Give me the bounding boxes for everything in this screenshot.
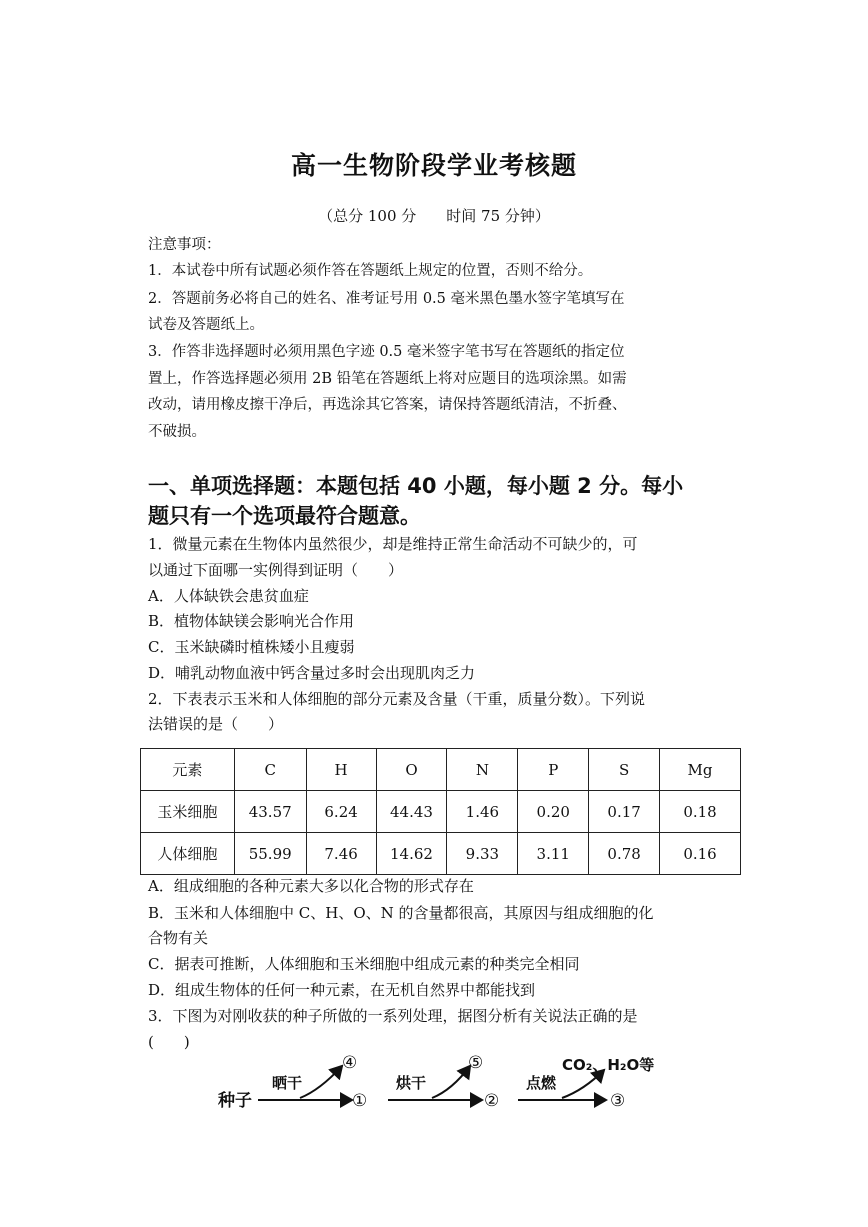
table-cell: 3.11 — [518, 833, 589, 875]
table-cell: 0.20 — [518, 791, 589, 833]
table-cell: 0.16 — [660, 833, 741, 875]
section-heading-line2: 题只有一个选项最符合题意。 — [148, 504, 421, 528]
table-row — [141, 833, 741, 875]
step-sun-dry-label: 晒干 — [272, 1074, 303, 1092]
table-cell: 44.43 — [376, 791, 447, 833]
table-header-cell: N — [447, 749, 518, 791]
table-cell: 人体细胞 — [141, 833, 235, 875]
table-cell: 0.78 — [589, 833, 660, 875]
question-stem: 以通过下面哪一实例得到证明（ ） — [148, 561, 404, 579]
notes-line: 试卷及答题纸上。 — [148, 317, 264, 333]
option-b: B．玉米和人体细胞中 C、H、O、N 的含量都很高，其原因与组成细胞的化 — [148, 904, 654, 922]
exam-subtitle: （总分 100 分 时间 75 分钟） — [318, 207, 550, 225]
notes-line: 置上，作答选择题必须用 2B 铅笔在答题纸上将对应题目的选项涂黑。如需 — [148, 371, 627, 387]
table-cell: 0.17 — [589, 791, 660, 833]
table-header-row — [141, 749, 741, 791]
table-cell: 6.24 — [306, 791, 376, 833]
table-cell: 55.99 — [234, 833, 306, 875]
table-header-cell: P — [518, 749, 589, 791]
step-burn-label: 点燃 — [526, 1074, 557, 1092]
product-3: ③ — [610, 1091, 626, 1111]
seed-label: 种子 — [218, 1091, 252, 1111]
notes-line: 2．答题前务必将自己的姓名、准考证号用 0.5 毫米黑色墨水签字笔填写在 — [148, 291, 625, 307]
notes-line: 3．作答非选择题时必须用黑色字迹 0.5 毫米签字笔书写在答题纸的指定位 — [148, 344, 625, 360]
question-stem: 法错误的是（ ） — [148, 715, 284, 733]
table-cell: 9.33 — [447, 833, 518, 875]
question-stem: 3．下图为对刚收获的种子所做的一系列处理，据图分析有关说法正确的是 — [148, 1007, 638, 1025]
option-d: D．哺乳动物血液中钙含量过多时会出现肌肉乏力 — [148, 664, 476, 682]
table-cell: 0.18 — [660, 791, 741, 833]
table-row — [141, 791, 741, 833]
seed-processing-diagram — [200, 1048, 680, 1118]
product-5: ⑤ — [468, 1053, 484, 1073]
notes-line: 1．本试卷中所有试题必须作答在答题纸上规定的位置，否则不给分。 — [148, 263, 593, 279]
table-header-cell: Mg — [660, 749, 741, 791]
combustion-products: CO₂、H₂O等 — [562, 1056, 655, 1074]
table-cell: 7.46 — [306, 833, 376, 875]
notes-line: 改动，请用橡皮擦干净后，再选涂其它答案，请保持答题纸清洁，不折叠、 — [148, 397, 627, 413]
product-4: ④ — [342, 1053, 358, 1073]
option-c: C．据表可推断，人体细胞和玉米细胞中组成元素的种类完全相同 — [148, 955, 580, 973]
question-stem: ( ) — [148, 1033, 190, 1051]
table-cell: 14.62 — [376, 833, 447, 875]
section-heading-line1: 一、单项选择题：本题包括 40 小题，每小题 2 分。每小 — [148, 474, 684, 498]
table-cell: 玉米细胞 — [141, 791, 235, 833]
table-cell: 43.57 — [234, 791, 306, 833]
branch-arrow-5 — [432, 1066, 470, 1098]
notes-line: 不破损。 — [148, 424, 206, 440]
table-header-cell: 元素 — [141, 749, 235, 791]
table-header-cell: O — [376, 749, 447, 791]
option-b-continued: 合物有关 — [148, 929, 209, 947]
option-a: A．组成细胞的各种元素大多以化合物的形式存在 — [148, 877, 474, 895]
branch-arrow-gas — [562, 1070, 604, 1098]
question-stem: 2．下表表示玉米和人体细胞的部分元素及含量（干重，质量分数）。下列说 — [148, 690, 646, 708]
branch-arrow-4 — [300, 1066, 342, 1098]
table-cell: 1.46 — [447, 791, 518, 833]
question-stem: 1．微量元素在生物体内虽然很少，却是维持正常生命活动不可缺少的，可 — [148, 535, 638, 553]
table-header-cell: H — [306, 749, 376, 791]
option-b: B．植物体缺镁会影响光合作用 — [148, 612, 355, 630]
notes-heading: 注意事项： — [148, 237, 221, 253]
table-header-cell: S — [589, 749, 660, 791]
table-header-cell: C — [234, 749, 306, 791]
element-content-table — [140, 748, 741, 875]
product-2: ② — [484, 1091, 500, 1111]
option-c: C．玉米缺磷时植株矮小且瘦弱 — [148, 638, 355, 656]
option-a: A．人体缺铁会患贫血症 — [148, 587, 309, 605]
product-1: ① — [352, 1091, 368, 1111]
exam-title: 高一生物阶段学业考核题 — [290, 151, 577, 180]
option-d: D．组成生物体的任何一种元素，在无机自然界中都能找到 — [148, 981, 536, 999]
step-bake-label: 烘干 — [396, 1074, 427, 1092]
